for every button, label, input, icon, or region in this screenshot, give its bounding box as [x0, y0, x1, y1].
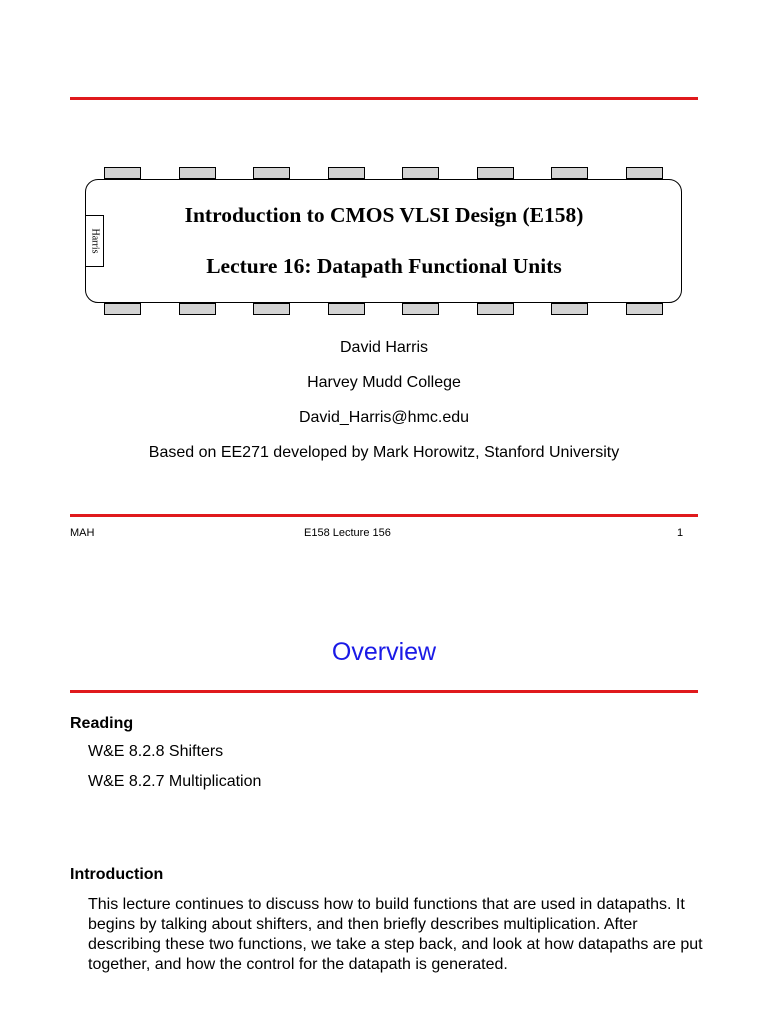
chip-pin: [179, 167, 216, 179]
chip-pin: [402, 167, 439, 179]
chip-pin: [104, 167, 141, 179]
overview-rule: [70, 690, 698, 693]
chip-pin: [402, 303, 439, 315]
institution: Harvey Mudd College: [307, 374, 461, 391]
chip-pin: [626, 167, 663, 179]
credit-line: Based on EE271 developed by Mark Horowitz, Stanford University: [148, 444, 620, 461]
footer-center: E158 Lecture 156: [304, 527, 391, 539]
page-number: 1: [677, 527, 684, 539]
chip-pin: [253, 303, 290, 315]
chip-pin: [104, 303, 141, 315]
chip-pin: [328, 303, 365, 315]
lecture-title: Lecture 16: Datapath Functional Units: [206, 254, 562, 278]
intro-heading: Introduction: [70, 866, 164, 883]
bottom-rule: [70, 514, 698, 517]
chip-pin: [626, 303, 663, 315]
chip-pin: [253, 167, 290, 179]
chip-pin: [477, 303, 514, 315]
chip-pin: [179, 303, 216, 315]
author-email: David_Harris@hmc.edu: [298, 409, 470, 426]
reading-item: W&E 8.2.8 Shifters: [88, 743, 224, 760]
overview-title: Overview: [331, 638, 437, 666]
chip-pin: [551, 167, 588, 179]
reading-heading: Reading: [70, 715, 134, 732]
chip-body: [85, 179, 682, 303]
top-rule: [70, 97, 698, 100]
course-title: Introduction to CMOS VLSI Design (E158): [184, 203, 584, 227]
chip-pin: [477, 167, 514, 179]
chip-label: Harris: [89, 228, 100, 254]
chip-pin: [551, 303, 588, 315]
intro-paragraph: This lecture continues to discuss how to build functions that are used in datapaths. It begins by talking about shifters, and then briefly describes multiplication. After describing these two functions, we take a step back, and look at how datapaths are put together, and how the control for the datapath is generated.: [88, 896, 703, 973]
chip-pin: [328, 167, 365, 179]
reading-item: W&E 8.2.7 Multiplication: [88, 773, 262, 790]
footer-left: MAH: [70, 527, 95, 539]
author-name: David Harris: [339, 339, 428, 356]
